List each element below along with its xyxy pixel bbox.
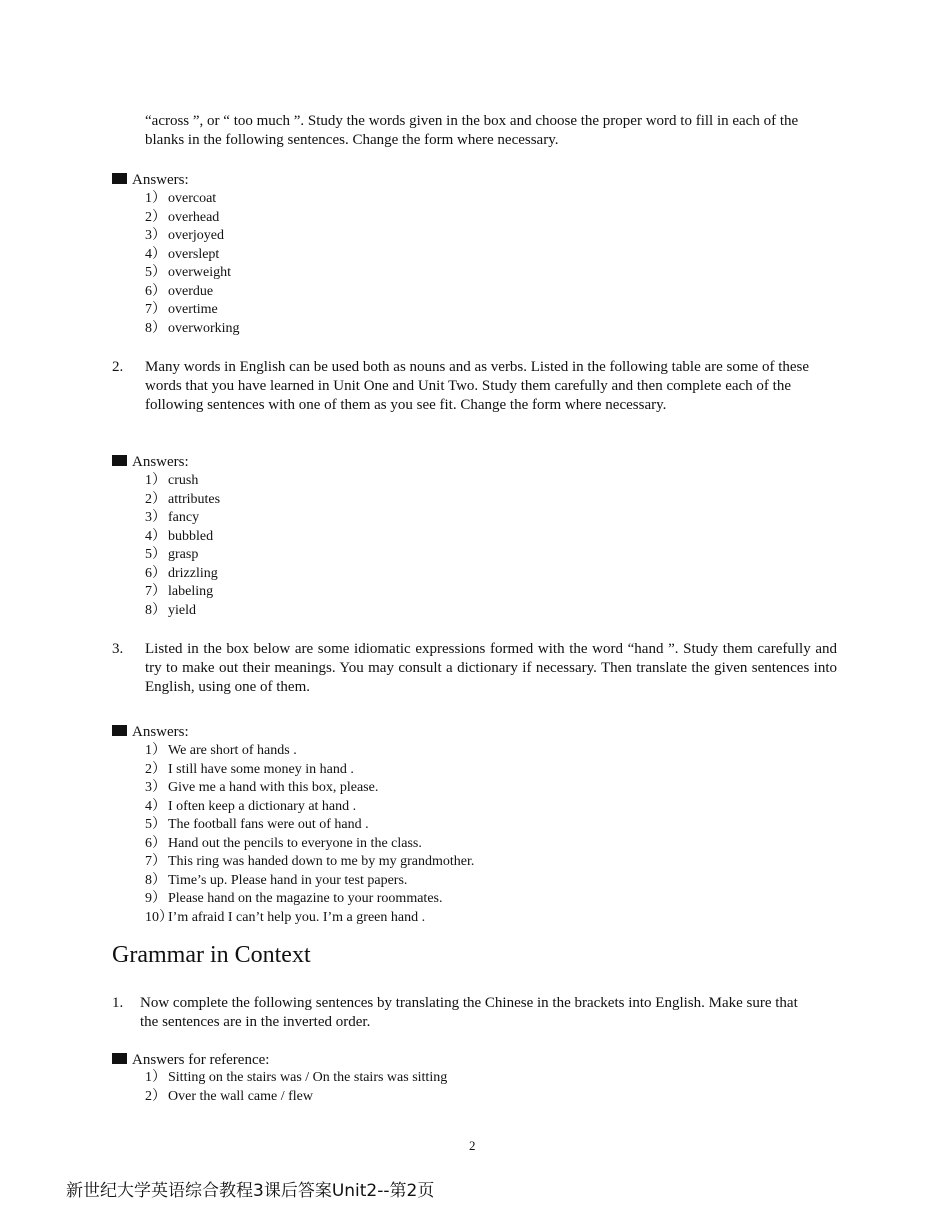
section-title: Grammar in Context xyxy=(112,942,311,968)
answer-item xyxy=(145,509,220,528)
answer-item xyxy=(145,209,240,228)
answer-number: 3） xyxy=(145,780,166,795)
footer-caption: 新世纪大学英语综合教程3课后答案Unit2--第2页 xyxy=(66,1181,435,1201)
square-bullet-icon xyxy=(112,725,127,736)
answer-text: drizzling xyxy=(168,565,218,581)
answer-number: 6） xyxy=(145,835,166,851)
answer-text: Hand out the pencils to everyone in the class. xyxy=(168,835,422,851)
question-text: Now complete the following sentences by translating the Chinese in the brackets into English. Make sure that the sentences are in the inverted order. xyxy=(140,995,798,1030)
answer-number: 1） xyxy=(145,1070,166,1085)
answers-label: Answers: xyxy=(132,454,189,470)
answer-number: 1） xyxy=(145,191,166,206)
answers-heading xyxy=(112,171,189,190)
answer-text: overcoat xyxy=(168,191,217,206)
answer-number: 8） xyxy=(145,872,166,888)
answer-number: 2） xyxy=(145,491,166,507)
answer-number: 10） xyxy=(145,909,173,925)
answer-item xyxy=(145,264,240,283)
answer-item xyxy=(145,227,240,246)
answer-text: Sitting on the stairs was / On the stairs was sitting xyxy=(168,1070,448,1085)
answer-number: 6） xyxy=(145,283,166,299)
question-number: 1. xyxy=(112,995,124,1011)
answer-number: 7） xyxy=(145,854,166,869)
answer-number: 7） xyxy=(145,302,166,317)
answer-text: Give me a hand with this box, please. xyxy=(168,780,379,795)
answer-number: 4） xyxy=(145,528,166,544)
answer-item xyxy=(145,246,240,265)
answers-label: Answers: xyxy=(132,172,189,188)
answer-number: 2） xyxy=(145,209,166,225)
answer-item xyxy=(145,583,220,602)
answer-number: 2） xyxy=(145,761,166,777)
answer-number: 5） xyxy=(145,817,166,832)
answer-item xyxy=(145,853,474,872)
answer-number: 5） xyxy=(145,547,166,562)
answer-text: Please hand on the magazine to your roommates. xyxy=(168,891,443,906)
answer-number: 4） xyxy=(145,798,166,814)
answer-item xyxy=(145,190,240,209)
answer-number: 2） xyxy=(145,1088,166,1104)
answer-item xyxy=(145,301,240,320)
answer-number: 3） xyxy=(145,228,166,243)
answer-item xyxy=(145,798,474,817)
answer-text: overtime xyxy=(168,302,218,317)
answer-text: fancy xyxy=(168,510,200,525)
answer-item xyxy=(145,546,220,565)
answer-text: attributes xyxy=(168,491,221,507)
answer-text: overhead xyxy=(168,209,220,225)
answer-number: 3） xyxy=(145,510,166,525)
answers-heading xyxy=(112,723,189,742)
answer-item xyxy=(145,909,474,928)
answer-item xyxy=(145,602,220,621)
answer-item xyxy=(145,320,240,339)
question-number: 2. xyxy=(112,359,124,375)
answer-item xyxy=(145,472,220,491)
answer-text: yield xyxy=(168,602,196,618)
answer-item xyxy=(145,779,474,798)
square-bullet-icon xyxy=(112,455,127,466)
answers-label: Answers: xyxy=(132,724,189,740)
answer-item xyxy=(145,1069,447,1088)
question-number: 3. xyxy=(112,641,124,657)
answer-text: overdue xyxy=(168,283,214,299)
answer-number: 4） xyxy=(145,246,166,262)
answer-text: Over the wall came / flew xyxy=(168,1088,313,1104)
answer-item xyxy=(145,1088,447,1107)
answers-heading xyxy=(112,1051,269,1070)
square-bullet-icon xyxy=(112,1053,127,1064)
answers-list-hand-idioms xyxy=(145,742,474,927)
answer-text: overslept xyxy=(168,246,220,262)
question-text: Many words in English can be used both as nouns and as verbs. Listed in the following table are some of these words that you have learned in Unit One and Unit Two. Study them carefully and then complete each of the following sentences with one of them as you see fit. Change the form where necessary. xyxy=(145,359,810,413)
answer-number: 8） xyxy=(145,602,166,618)
question-2 xyxy=(112,358,837,415)
answers-reference-label: Answers for reference: xyxy=(132,1052,270,1068)
answer-number: 7） xyxy=(145,584,166,599)
answer-item xyxy=(145,742,474,761)
answers-list-grammar xyxy=(145,1069,447,1106)
answer-number: 9） xyxy=(145,891,166,906)
answer-item xyxy=(145,528,220,547)
answer-number: 6） xyxy=(145,565,166,581)
answer-text: I’m afraid I can’t help you. I’m a green hand . xyxy=(168,909,426,925)
answer-item xyxy=(145,565,220,584)
page-number: 2 xyxy=(469,1138,476,1153)
answer-item xyxy=(145,872,474,891)
answer-item xyxy=(145,761,474,780)
answer-number: 1） xyxy=(145,743,166,758)
answer-item xyxy=(145,816,474,835)
answer-number: 8） xyxy=(145,320,166,336)
answer-text: overjoyed xyxy=(168,228,224,243)
answer-text: I often keep a dictionary at hand . xyxy=(168,798,357,814)
answer-text: Time’s up. Please hand in your test papers. xyxy=(168,872,408,888)
exercise-instructions: “across ”, or “ too much ”. Study the words given in the box and choose the proper word to fill in each of the blanks in the following sentences. Change the form where necessary. xyxy=(145,113,799,148)
square-bullet-icon xyxy=(112,173,127,184)
answer-text: We are short of hands . xyxy=(168,743,297,758)
answers-heading xyxy=(112,453,189,472)
answer-text: The football fans were out of hand . xyxy=(168,817,369,832)
answer-text: bubbled xyxy=(168,528,214,544)
answer-text: This ring was handed down to me by my grandmother. xyxy=(168,854,475,869)
question-text: Listed in the box below are some idiomatic expressions formed with the word “hand ”. Study them carefully and try to make out their meanings. You may consult a dictionary if necessary. Then translate the given sentences into English, using one of them. xyxy=(145,641,837,695)
answer-item xyxy=(145,835,474,854)
answers-list-overwords xyxy=(145,190,240,338)
answer-item xyxy=(145,491,220,510)
answer-text: grasp xyxy=(168,547,199,562)
answer-text: I still have some money in hand . xyxy=(168,761,354,777)
answer-item xyxy=(145,890,474,909)
answers-list-nouns-verbs xyxy=(145,472,220,620)
answer-text: labeling xyxy=(168,584,214,599)
grammar-question-1 xyxy=(112,994,802,1032)
answer-number: 5） xyxy=(145,265,166,280)
question-3 xyxy=(112,640,837,697)
answer-text: crush xyxy=(168,473,199,488)
answer-item xyxy=(145,283,240,302)
answer-text: overworking xyxy=(168,320,240,336)
answer-number: 1） xyxy=(145,473,166,488)
answer-text: overweight xyxy=(168,265,231,280)
